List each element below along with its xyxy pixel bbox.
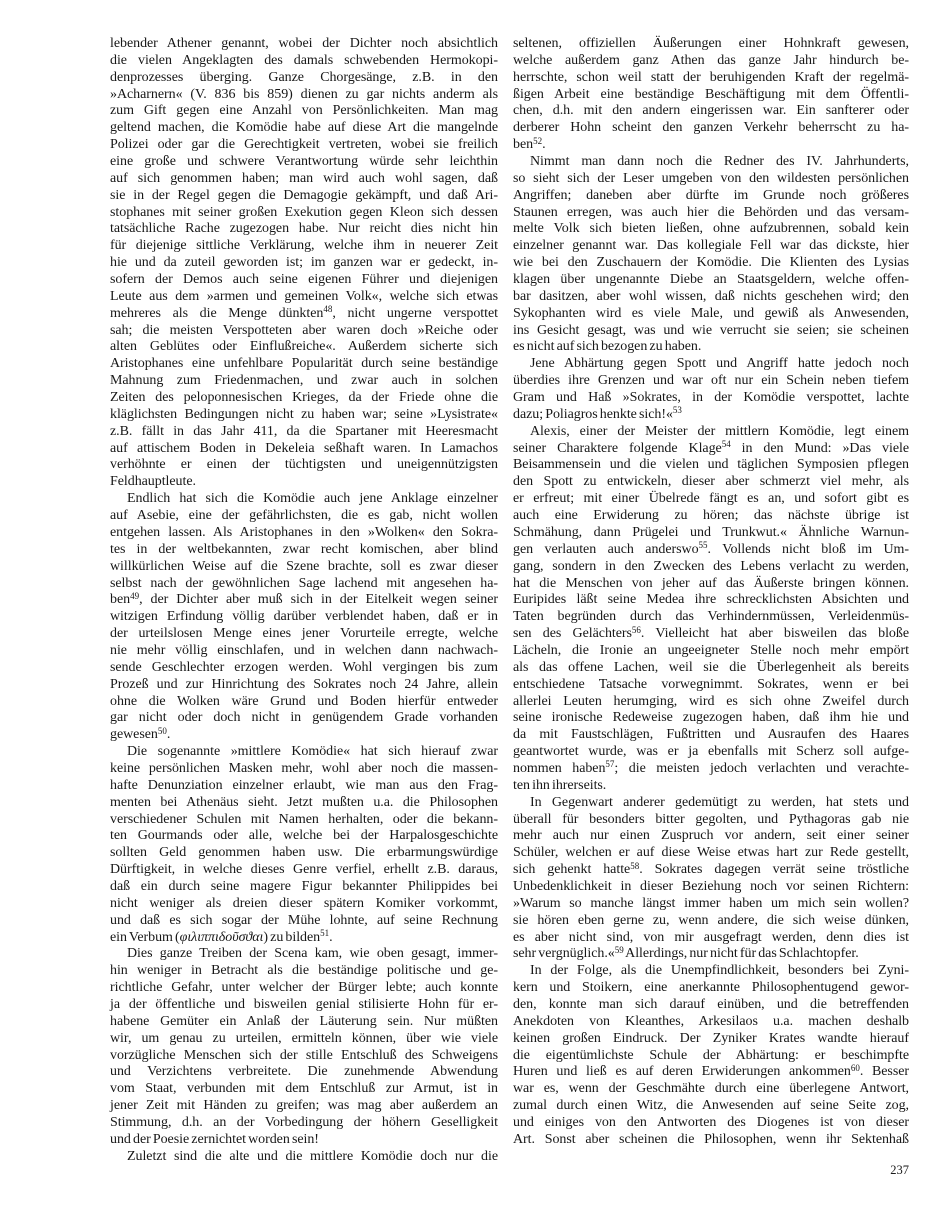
text-line: und daß es sich sogar der Mühe lohnte, auf seine Rechnung <box>110 912 498 928</box>
paragraph <box>513 424 909 795</box>
text-line: gar nicht oder doch nicht in genügendem Grade vorhanden <box>110 710 498 726</box>
footnote-marker: 53 <box>672 405 682 416</box>
paragraph <box>513 963 909 1148</box>
text-line: In Gegenwart anderer gedemütigt zu werden, hat stets und <box>530 794 909 810</box>
text-line: entschiedene Tatsache vorwegnimmt. Sokrates, wenn er bei <box>513 676 909 692</box>
text-line: seiner Charaktere folgende Klage$^{54}$ in den Mund: »Das viele <box>513 439 909 456</box>
text-line: derberer Hohn scheint den ganzen Verkehr beherrscht zu ha- <box>513 120 909 136</box>
footnote-marker: 55 <box>698 540 708 551</box>
text-line: bar dasitzen, aber wohl wissen, daß nichts geschehen wird; den <box>513 288 909 304</box>
text-line: und der Poesie zernichtet worden sein! <box>110 1131 319 1147</box>
text-line: Stimmung, d.h. an der Vorbedingung der höhern Geselligkeit <box>110 1115 498 1130</box>
text-line: hie und da zuteil geworden ist; im ganzen war er gedeckt, in- <box>110 255 498 271</box>
text-line: Euripides läßt seine Medea ihre schrecklichsten Absichten und <box>513 592 909 608</box>
text-line: chen, d.h. mit den andern eingerissen war. Ein sanfterer oder <box>513 103 909 119</box>
text-line: Leute aus dem »armen und gemeinen Volk«, welche sich etwas <box>110 288 498 304</box>
paragraph <box>110 1149 498 1166</box>
text-line: den, konnte man sich darauf einüben, und die betreffenden <box>513 996 909 1012</box>
text-line: eine große und schwere Verantwortung würde sehr leichthin <box>110 154 498 170</box>
paragraph <box>110 744 498 946</box>
text-line: ben$^{52}$. <box>513 135 546 153</box>
text-line: ßigen Arbeit eine beständige Beschäftigung mit dem Öffentli- <box>513 86 909 102</box>
text-line: lebender Athener genannt, wobei der Dichter noch absichtlich <box>110 36 498 51</box>
greek-term: φιλιππιδοῦσϑαι <box>179 929 264 945</box>
text-line: überall für besonders bitter gegolten, und Pythagoras gab nie <box>513 811 909 827</box>
text-line: es aber nicht sind, von mir ausgefragt werden, denn dies ist <box>513 929 909 945</box>
page-number: 237 <box>890 1163 909 1177</box>
text-line: für diejenige sittliche Verklärung, welche ihm in neuerer Zeit <box>110 238 498 254</box>
text-column-right <box>513 36 909 1149</box>
text-line: daß ein durch seine magere Figur bekannter Philippides bei <box>110 878 498 894</box>
text-line: willkürlichen Weise auf die Szene brachte, soll es zwar dieser <box>110 558 498 574</box>
text-line: ja der öffentliche und bisweilen genial stilisierte Hohn für er- <box>110 996 498 1012</box>
text-line: ten ihn ihrerseits. <box>513 777 607 793</box>
text-line: Schüler, welchen er auf diese Weise etwas hart zur Rede gestellt, <box>513 845 909 861</box>
text-line: jener Zeit mit Händen zu greifen; was mag aber außerdem an <box>110 1098 498 1114</box>
text-line: Angriffen; daneben aber dürfte im Grunde noch größeres <box>513 187 909 203</box>
text-line: auch eine Erwiderung zu hören; das nächste übrige ist <box>513 508 909 524</box>
footnote-marker: 51 <box>320 928 330 939</box>
text-line: Polizei oder gar die Gerechtigkeit vertreten, wobei sie freilich <box>110 137 498 153</box>
text-line: sah; die meisten Verspotteten aber waren doch »Reiche oder <box>110 322 498 338</box>
text-line: auf attischem Boden in Dekeleia seßhaft waren. In Lamachos <box>110 440 498 456</box>
text-line: In der Folge, als die Unempfindlichkeit, besonders bei Zyni- <box>530 963 909 979</box>
text-line: habene Gemüter ein Anlaß der Läuterung sein. Nur müßten <box>110 1013 498 1029</box>
text-line: war es, wenn der Geschmähte durch eine überlegene Antwort, <box>513 1081 909 1097</box>
text-line: zumal durch einen Witz, die Anwesenden auf seine Seite zog, <box>513 1098 909 1114</box>
text-line: Sykophanten wird es viele Male, und gewiß als Anwesenden, <box>513 305 909 321</box>
text-line: die eigentümlichste Schule der Abhärtung: er beschimpfte <box>513 1047 909 1063</box>
text-line: als das offene Lachen, weil sie die Überlegenheit als bereits <box>513 659 909 675</box>
text-line: Unbedenklichkeit in dieser Beziehung noch vor seinen Richtern: <box>513 878 909 894</box>
text-line: klagen über ungenannte Diebe an Staatsgeldern, welche offen- <box>513 272 909 288</box>
text-line: selbst nach der gewöhnlichen Sage lachend mit angesehen ha- <box>110 575 498 591</box>
text-line: witzigen Erfindung völlig darüber verblendet haben, daß er in <box>110 609 498 625</box>
text-line: denprozesses überging. Ganze Chorgesänge, z.B. in den <box>110 69 498 85</box>
text-line: welche außerdem ganz Athen das ganze Jahr hindurch be- <box>513 52 909 68</box>
paragraph <box>513 154 909 356</box>
text-line: Endlich hat sich die Komödie auch jene Anklage einzelner <box>127 491 498 507</box>
text-line: Beisammensein und die vielen und täglichen Symposien pflegen <box>513 457 909 473</box>
text-line: Taten begründen durch das Verhindernmüssen, Verleidenmüs- <box>513 609 909 625</box>
text-line: Zuletzt sind die alte und die mittlere Komödie doch nur die <box>127 1148 498 1164</box>
footnote-marker: 50 <box>157 725 167 736</box>
text-line: Huren und ließ es auf deren Erwiderungen ankommen$^{60}$. Besser <box>513 1062 910 1080</box>
text-line: sie in der Regel gegen die Demagogie gekämpft, und daß Ari- <box>110 187 498 203</box>
text-line: wir, um genau zu urteilen, ermitteln können, über wie viele <box>110 1030 498 1046</box>
text-line: verhöhnte er einen der tüchtigsten und uneigennützigsten <box>110 457 498 473</box>
paragraph <box>110 946 498 1148</box>
text-line: Zeiten des peloponnesischen Krieges, da der Friede ohne die <box>110 390 498 406</box>
text-line: melte Volk sich bieten ließen, ohne aufzubrennen, sobald kein <box>513 221 909 237</box>
footnote-marker: 56 <box>631 624 641 635</box>
text-line: »Warum so manche längst immer haben um mich sein wollen? <box>513 895 909 911</box>
text-line: dazu; Poliagros henkte sich!«$^{53}$ <box>513 405 682 422</box>
text-line: Aristophanes eine unfehlbare Popularität durch seine beständige <box>110 356 498 372</box>
text-line: gen verlauten auch anderswo$^{55}$. Vollends nicht bloß im Um- <box>513 540 909 557</box>
text-line: geltend machen, die Komödie habe auf diese Art die mangelnde <box>110 120 498 136</box>
text-line: wie bei den Zuschauern der Komödie. Die Klienten des Lysias <box>513 255 909 271</box>
text-line: hafte Denunziation einzelner erlaubt, wie man aus den Frag- <box>110 777 498 793</box>
text-line: nicht weniger als dreien dieser spätern Komiker vorkommt, <box>110 895 498 911</box>
text-line: Dies ganze Treiben der Scena kam, wie oben gesagt, immer- <box>127 946 498 962</box>
text-line: sie hören eben gerne zu, wenn andere, die sich weise dünken, <box>513 912 909 928</box>
text-line: und Verzichtens verbreitete. Die zunehmende Abwendung <box>110 1064 498 1080</box>
text-line: geantwortet wurde, was er ja ebenfalls mit Scherz soll aufge- <box>513 744 909 760</box>
text-line: sollten Geld genommen haben usw. Die erbarmungswürdige <box>110 845 498 861</box>
text-line: stophanes mit seiner großen Exekution gegen Kleon sich dessen <box>110 204 498 220</box>
text-line: alten Geblütes oder Einflußreiche«. Außerdem sicherte sich <box>110 339 498 355</box>
footnote-marker: 58 <box>630 860 640 871</box>
text-line: die vielen Angeklagten des damals schwebenden Hermokopi- <box>110 52 498 68</box>
text-line: kern und Stoikern, eine anerkannte Philosophentugend gewor- <box>513 980 909 996</box>
text-line: Art. Sonst aber scheinen die Philosophen, wenn ihr Sektenhaß <box>513 1131 909 1147</box>
text-column-left <box>110 36 498 1166</box>
text-line: Jene Abhärtung gegen Spott und Angriff hatte jedoch noch <box>530 356 909 372</box>
text-line: nommen haben$^{57}$; die meisten jedoch verlachten und verachte- <box>513 759 909 776</box>
text-line: z.B. fällt in das Jahr 411, da die Spartaner mit Heeresmacht <box>110 423 498 439</box>
text-line: tatsächliche Rache zugezogen habe. Nur reicht dies nicht hin <box>110 221 498 237</box>
text-line: es nicht auf sich bezogen zu haben. <box>513 339 702 355</box>
footnote-marker: 60 <box>850 1062 860 1073</box>
text-line: Prozeß und zur Hinrichtung des Sokrates noch 24 Jahre, allein <box>110 676 498 692</box>
text-line: mehreres als die Menge dünkten$^{48}$, nicht ungerne verspottet <box>110 304 498 321</box>
text-line: zum Gift gegen eine Anzahl von Persönlichkeiten. Man mag <box>110 103 498 119</box>
text-line: auf Asebie, eine der gefährlichsten, die es gab, nicht wollen <box>110 508 498 524</box>
text-line: sich gehenkt hatte$^{58}$. Sokrates dagegen verrät seine tröstliche <box>513 860 910 878</box>
text-line: Die sogenannte »mittlere Komödie« hat sich hierauf zwar <box>127 744 498 760</box>
paragraph <box>110 491 498 744</box>
text-line: kläglichsten Bedingungen nicht zu haben war; seine »Lysistrate« <box>110 406 498 422</box>
text-line: den Spott zu entwickeln, dieser aber schmerzt viel mehr, als <box>513 474 909 490</box>
text-line: »Acharnern« (V. 836 bis 859) dienen zu gar nichts anderm als <box>110 86 498 102</box>
text-line: keinen großen Eindruck. Der Zyniker Krates wandte hierauf <box>513 1030 909 1046</box>
text-line: Alexis, einer der Meister der mittlern Komödie, legt einem <box>530 423 909 439</box>
footnote-marker: 54 <box>721 439 731 450</box>
text-line: ohne die Wolken wäre Grund und Boden hierfür entweder <box>110 693 498 709</box>
text-line: Dürftigkeit, in welche dieses Genre verfiel, erhellt z.B. daraus, <box>110 862 498 878</box>
text-line: keine persönlichen Masken mehr, wohl aber noch die massen- <box>110 760 498 776</box>
text-line: da mit Faustschlägen, Fußtritten und Ausraufen des Haares <box>513 727 909 743</box>
text-line: gewesen$^{50}$. <box>110 725 171 743</box>
text-line: Schmähung, dann Prügelei und Trunkwut.« Ähnliche Warnun- <box>513 524 909 540</box>
text-line: hin weniger in Betracht als die beständige politische und ge- <box>110 963 498 979</box>
text-line: tes in der weltbekannten, zwar recht komischen, aber blind <box>110 541 498 557</box>
text-line: seltenen, offiziellen Äußerungen einer Hohnkraft gewesen, <box>513 36 909 51</box>
text-line: vom Staat, verbunden mit dem Entschluß zur Armut, ist in <box>110 1081 498 1097</box>
text-line: so sieht sich der Leser umgeben von den wildesten persönlichen <box>513 170 909 186</box>
text-line: vorzügliche Menschen sich der stille Entschluß des Schweigens <box>110 1047 498 1063</box>
paragraph <box>513 36 909 154</box>
text-line: sen des Gelächters$^{56}$. Vielleicht hat aber bisweilen das bloße <box>513 624 909 642</box>
text-line: Staunen erregen, was auch hier die Behörden und das versam- <box>513 204 909 220</box>
text-line: Mahnung zum Friedenmachen, und zwar auch in solchen <box>110 373 498 389</box>
text-line: allerlei Leuten herumging, wird es sich ohne Zweifel durch <box>513 693 909 709</box>
text-line: Feldhauptleute. <box>110 474 196 490</box>
footnote-marker: 59 <box>614 944 624 955</box>
text-line: er erfreut; mit einer Übelrede fängt es an, und sofort gibt es <box>513 491 909 507</box>
text-line: einzelner genannt war. Das kollegiale Fell war das dickste, hier <box>513 238 909 254</box>
text-line: ein Verbum (φιλιππιδοῦσϑαι) zu bilden$^{51}$. <box>110 928 333 945</box>
text-line: ben$^{49}$, der Dichter aber muß sich in der Eitelkeit wegen seiner <box>110 590 498 608</box>
text-line: gang, sondern in den Zwecken des Lebens verlacht zu werden, <box>513 558 909 574</box>
text-line: Anekdoten von Kleanthes, Arkesilaos u.a. machen deshalb <box>513 1013 909 1029</box>
text-line: menten bei Athenäus sieht. Jetzt mußten u.a. die Philosophen <box>110 794 498 810</box>
footnote-marker: 48 <box>323 304 333 315</box>
text-line: verschiedener Schulen mit Namen herhalten, oder die bekann- <box>110 811 498 827</box>
text-line: Lächeln, die Ironie an ungeeigneter Stelle noch mehr empört <box>513 642 909 658</box>
footnote-marker: 49 <box>130 590 140 601</box>
text-line: der urteilslosen Menge eines jener Vorurteile erregte, welche <box>110 626 498 642</box>
text-line: sehr vergnüglich.«$^{59}$ Allerdings, nur nicht für das Schlachtopfer. <box>513 944 859 962</box>
text-line: ten Gourmands oder alle, welche bei der Harpalosgeschichte <box>110 828 498 844</box>
text-line: hat die Menschen von jeher auf das Äußerste bringen können. <box>513 575 909 591</box>
text-line: seine ironische Redeweise zugezogen haben, daß ihm hie und <box>513 710 909 726</box>
paragraph <box>513 795 909 964</box>
paragraph <box>110 36 498 491</box>
footnote-marker: 57 <box>605 759 615 770</box>
text-line: Nimmt man dann noch die Redner des IV. Jahrhunderts, <box>530 154 909 170</box>
text-line: entgehen lassen. Als Aristophanes in den »Wolken« den Sokra- <box>110 524 498 540</box>
text-line: überdies ihre Grenzen und war oft nur ein Schein neben tiefem <box>513 373 909 389</box>
footnote-marker: 52 <box>533 135 543 146</box>
text-line: Gram und Haß »Sokrates, in der Komödie verspottet, lachte <box>513 390 909 406</box>
text-line: herrschte, schon weil statt der beruhigenden Kraft der regelmä- <box>513 69 909 85</box>
text-line: und einiges von den Antworten des Diogenes ist von dieser <box>513 1115 909 1130</box>
text-line: sofern der Demos auch seine eigenen Führer und diejenigen <box>110 272 498 288</box>
text-line: sende Geschlechter erzogen werden. Wohl vergingen bis zum <box>110 659 498 675</box>
text-line: ins Gesicht gesagt, was und wie verrucht sie seien; sie scheinen <box>513 322 909 338</box>
text-line: auf sich genommen haben; man wird auch wohl sagen, daß <box>110 170 498 186</box>
paragraph <box>513 356 909 423</box>
text-line: nie mehr völlig einschlafen, und in welchen dann nachwach- <box>110 642 498 658</box>
text-line: mehr auch nur einen Zuspruch vor andern, seit einer seiner <box>513 828 909 844</box>
text-line: richtliche Gefahr, unter welcher der Bürger lebte; auch konnte <box>110 980 498 996</box>
